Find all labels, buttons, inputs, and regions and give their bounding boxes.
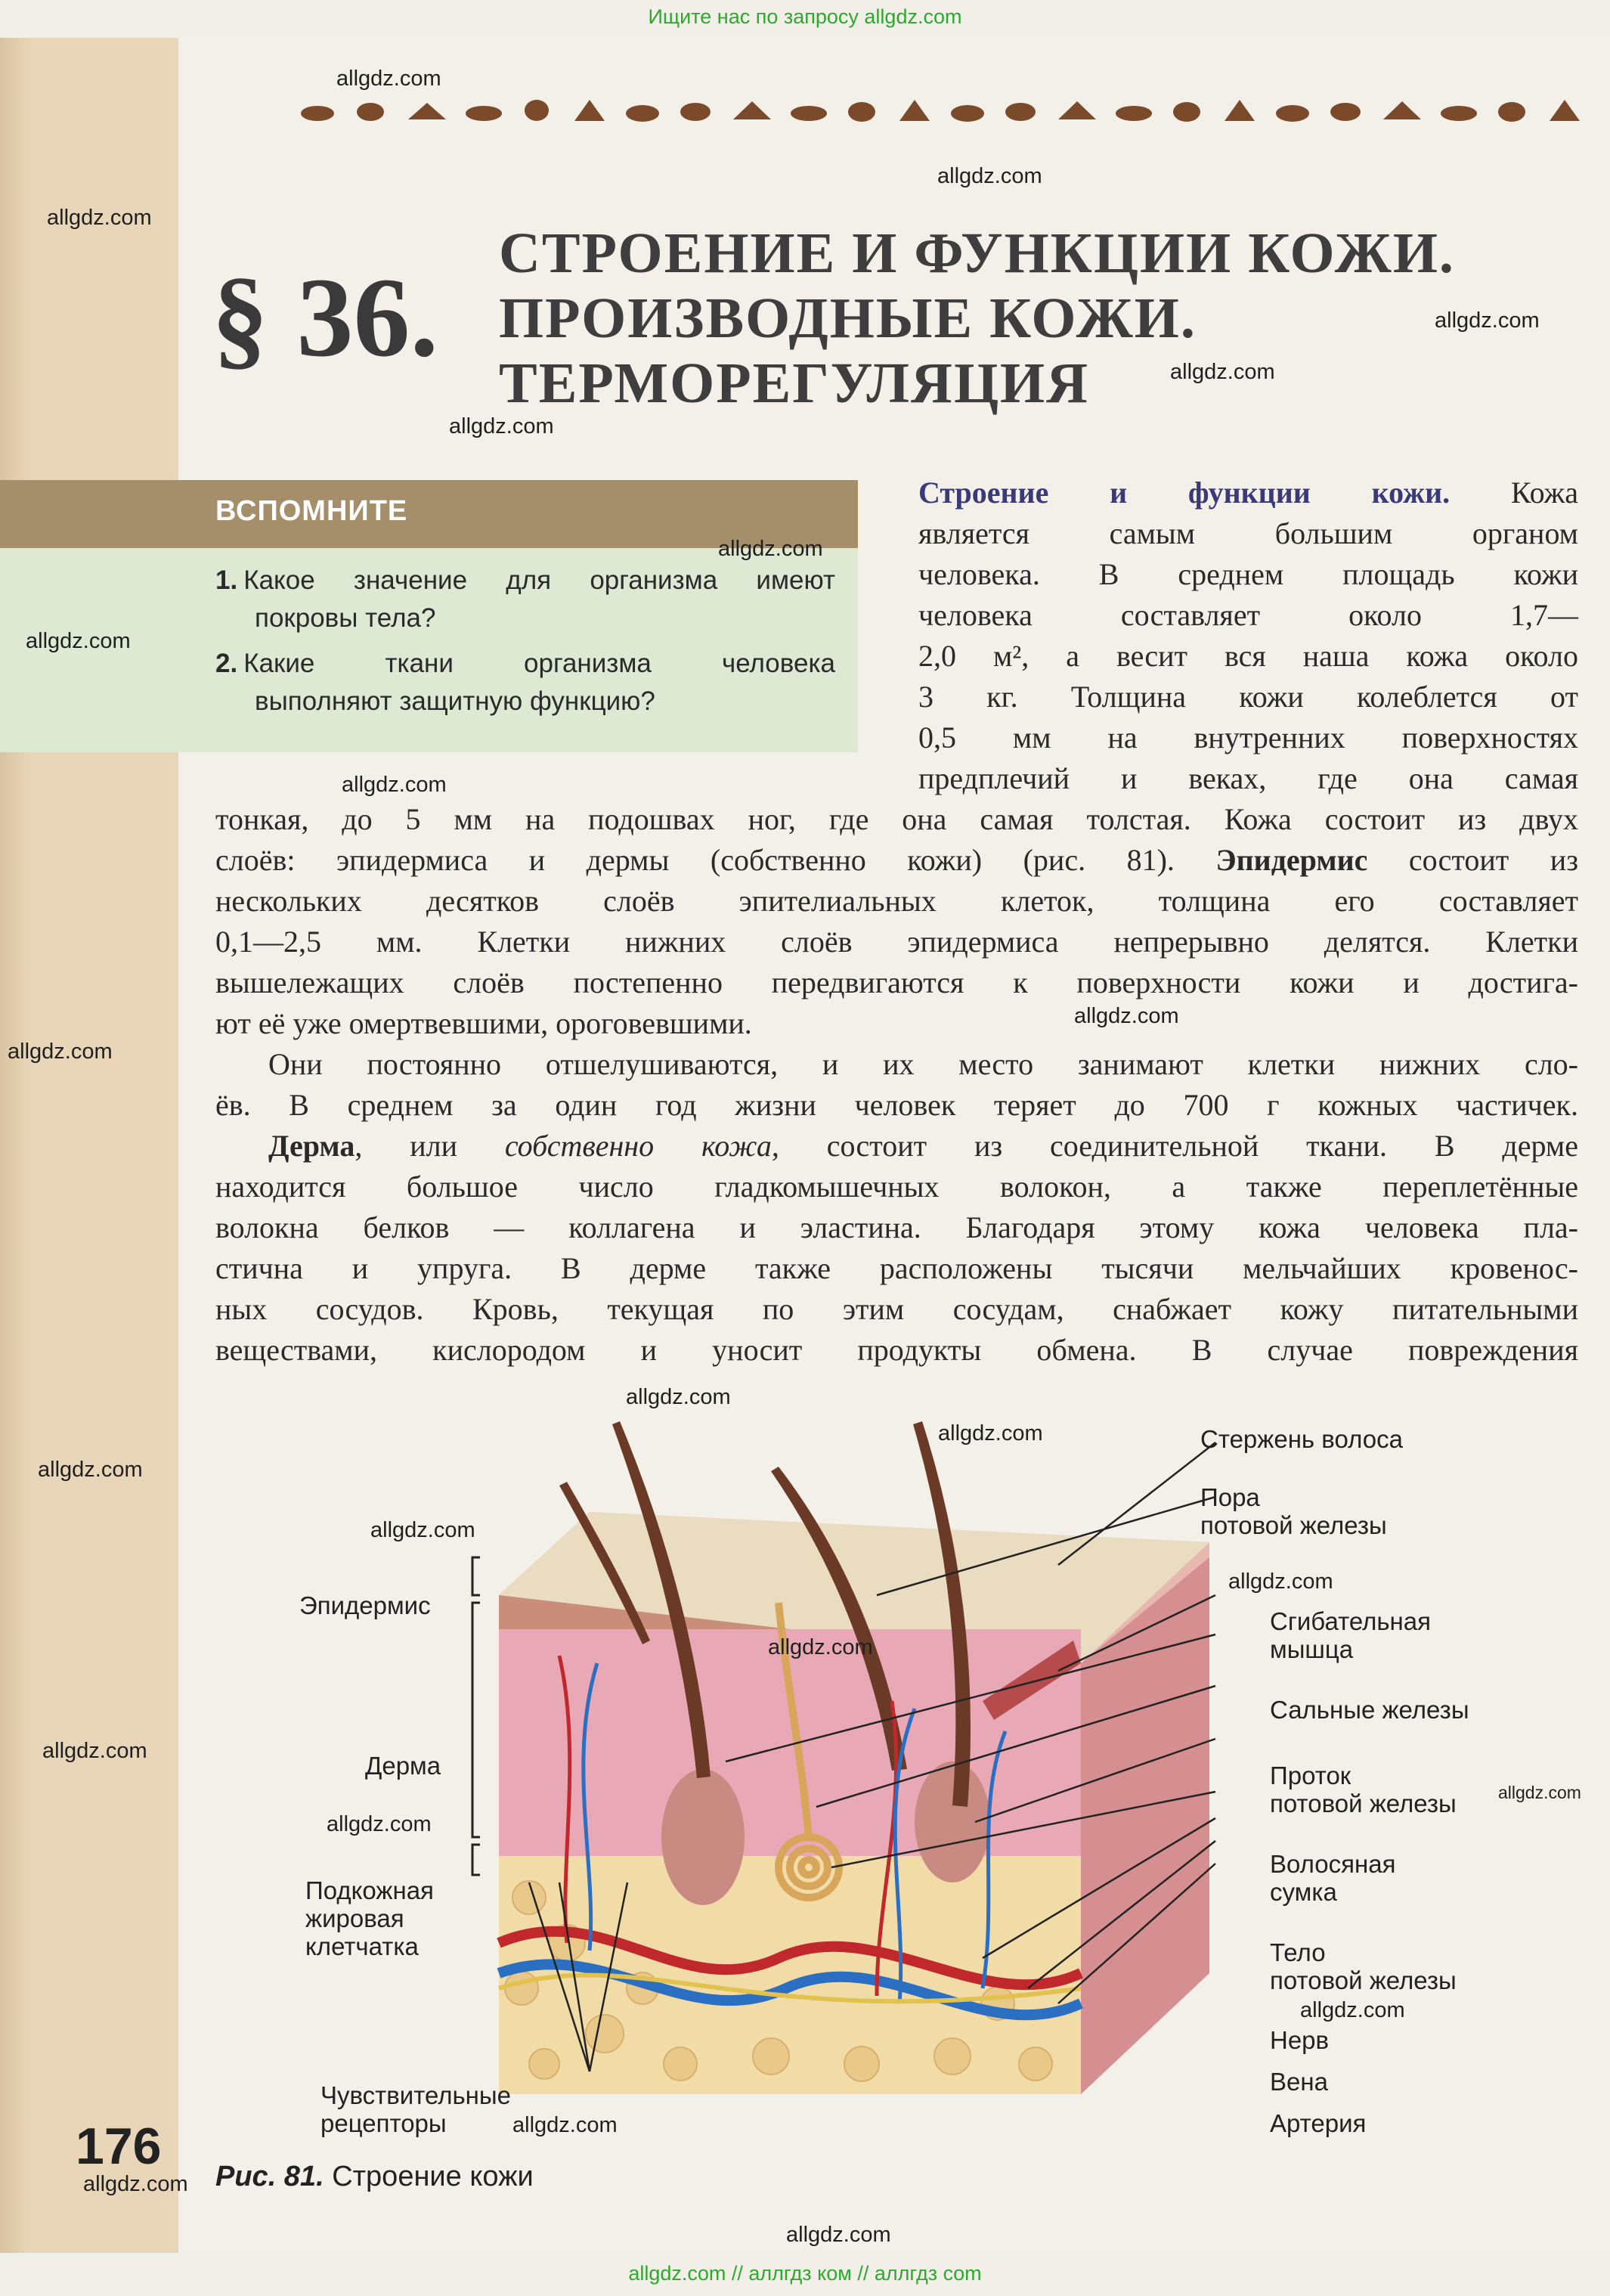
label-sebaceous-glands: Сальные железы	[1270, 1696, 1469, 1724]
page-margin-strip	[0, 38, 178, 2253]
recall-question-1-line-2: покровы тела?	[255, 603, 436, 633]
body-line: предплечий и веках, где она самая	[918, 761, 1578, 795]
body-line: 0,5 мм на внутренних поверхностях	[918, 720, 1578, 754]
recall-question-2-line-2: выполняют защитную функцию?	[255, 686, 655, 716]
watermark[interactable]: allgdz.com	[8, 1040, 113, 1064]
label-dermis: Дерма	[365, 1752, 441, 1780]
watermark[interactable]: allgdz.com	[42, 1739, 147, 1763]
watermark[interactable]: allgdz.com	[327, 1812, 432, 1836]
watermark[interactable]: allgdz.com	[38, 1458, 143, 1482]
section-title-line-3: ТЕРМОРЕГУЛЯЦИЯ	[499, 352, 1090, 415]
recall-question-1-line-1: 1. Какое значение для организма имеют	[215, 565, 835, 595]
watermark[interactable]: allgdz.com	[512, 2113, 618, 2137]
body-line: тонкая, до 5 мм на подошвах ног, где она самая толстая. Кожа состоит из двух	[215, 802, 1578, 836]
watermark[interactable]: allgdz.com	[1300, 1998, 1405, 2022]
body-line: вышележащих слоёв постепенно передвигаются к поверхности кожи и достига-	[215, 965, 1578, 999]
body-line: является самым большим органом	[918, 516, 1578, 550]
label-receptors-2: рецепторы	[320, 2109, 447, 2137]
body-line: человека. В среднем площадь кожи	[918, 557, 1578, 591]
label-muscle-1: Сгибательная	[1270, 1607, 1431, 1635]
watermark[interactable]: allgdz.com	[786, 2223, 891, 2247]
watermark[interactable]: allgdz.com	[718, 537, 823, 561]
watermark[interactable]: allgdz.com	[336, 67, 441, 91]
top-banner[interactable]: Ищите нас по запросу allgdz.com	[648, 5, 962, 28]
recall-question-2-line-1: 2. Какие ткани организма человека	[215, 649, 835, 678]
watermark[interactable]: allgdz.com	[47, 206, 152, 230]
label-sweat-pore-2: потовой железы	[1200, 1511, 1387, 1539]
page-number: 176	[76, 2118, 162, 2175]
body-line: ных сосудов. Кровь, текущая по этим сосудам, снабжает кожу питательными	[215, 1292, 1578, 1326]
body-line: 2,0 м², а весит вся наша кожа около	[918, 639, 1578, 673]
figure-caption: Рис. 81. Строение кожи	[215, 2161, 534, 2192]
watermark[interactable]: allgdz.com	[342, 773, 447, 797]
label-hair-follicle-1: Волосяная	[1270, 1850, 1396, 1878]
label-subcutaneous-3: клетчатка	[305, 1932, 419, 1960]
watermark[interactable]: allgdz.com	[1498, 1783, 1581, 1802]
body-line: волокна белков — коллагена и эластина. Благодаря этому кожа человека пла-	[215, 1210, 1578, 1244]
watermark[interactable]: allgdz.com	[449, 414, 554, 438]
term-epidermis: Эпидермис	[1215, 843, 1368, 877]
label-sweat-gland-body-1: Тело	[1270, 1938, 1326, 1966]
label-artery: Артерия	[1270, 2109, 1367, 2137]
label-sweat-gland-body-2: потовой железы	[1270, 1966, 1457, 1994]
section-title-line-2: ПРОИЗВОДНЫЕ КОЖИ.	[499, 287, 1197, 350]
body-line: ют её уже омертвевшими, ороговевшими.	[215, 1006, 752, 1040]
watermark[interactable]: allgdz.com	[83, 2172, 188, 2196]
bottom-banner[interactable]: allgdz.com // аллгдз ком // аллгдз com	[628, 2262, 982, 2285]
label-epidermis: Эпидермис	[299, 1591, 431, 1619]
watermark[interactable]: allgdz.com	[26, 629, 131, 653]
label-nerve: Нерв	[1270, 2026, 1330, 2054]
section-number: § 36.	[212, 255, 438, 380]
body-line: находится большое число гладкомышечных волокон, а также переплетённые	[215, 1170, 1578, 1204]
animal-border-decoration	[295, 89, 1595, 135]
body-line: ёв. В среднем за один год жизни человек теряет до 700 г кожных частичек.	[215, 1088, 1578, 1122]
watermark[interactable]: allgdz.com	[1228, 1569, 1333, 1594]
label-sweat-duct-2: потовой железы	[1270, 1789, 1457, 1817]
body-line: 3 кг. Толщина кожи колеблется от	[918, 680, 1578, 714]
section-title-line-1: СТРОЕНИЕ И ФУНКЦИИ КОЖИ.	[499, 222, 1455, 285]
body-line: нескольких десятков слоёв эпителиальных клеток, толщина его составляет	[215, 884, 1578, 918]
watermark[interactable]: allgdz.com	[938, 1421, 1043, 1445]
label-muscle-2: мышца	[1270, 1635, 1354, 1663]
body-line: 0,1—2,5 мм. Клетки нижних слоёв эпидермиса непрерывно делятся. Клетки	[215, 925, 1578, 959]
label-subcutaneous-2: жировая	[305, 1904, 404, 1932]
recall-box	[0, 480, 858, 752]
body-line: Дерма, или собственно кожа, состоит из соединительной ткани. В дерме	[268, 1129, 1578, 1163]
watermark[interactable]: allgdz.com	[1170, 360, 1275, 384]
term-derma: Дерма	[268, 1129, 355, 1163]
watermark[interactable]: allgdz.com	[937, 164, 1042, 188]
watermark[interactable]: allgdz.com	[626, 1385, 731, 1409]
watermark[interactable]: allgdz.com	[370, 1518, 475, 1542]
watermark[interactable]: allgdz.com	[1074, 1004, 1179, 1028]
label-hair-shaft: Стержень волоса	[1200, 1425, 1403, 1453]
label-sweat-duct-1: Проток	[1270, 1762, 1351, 1789]
body-line: Строение и функции кожи. Кожа	[918, 476, 1578, 510]
label-sweat-pore-1: Пора	[1200, 1483, 1260, 1511]
watermark[interactable]: allgdz.com	[768, 1635, 873, 1659]
body-line: стична и упруга. В дерме также расположены тысячи мельчайших кровенос-	[215, 1251, 1578, 1285]
watermark[interactable]: allgdz.com	[1435, 308, 1540, 333]
label-vein: Вена	[1270, 2068, 1328, 2096]
body-line: Они постоянно отшелушиваются, и их место занимают клетки нижних сло-	[268, 1047, 1578, 1081]
label-subcutaneous-1: Подкожная	[305, 1876, 434, 1904]
recall-heading: ВСПОМНИТЕ	[215, 495, 408, 527]
label-hair-follicle-2: сумка	[1270, 1878, 1337, 1906]
body-line: слоёв: эпидермиса и дермы (собственно кожи) (рис. 81). Эпидермис состоит из	[215, 843, 1578, 877]
body-line: веществами, кислородом и уносит продукты обмена. В случае повреждения	[215, 1333, 1578, 1367]
body-line: человека составляет около 1,7—	[918, 598, 1578, 632]
skin-structure-illustration	[454, 1414, 1330, 2124]
label-receptors-1: Чувствительные	[320, 2081, 511, 2109]
